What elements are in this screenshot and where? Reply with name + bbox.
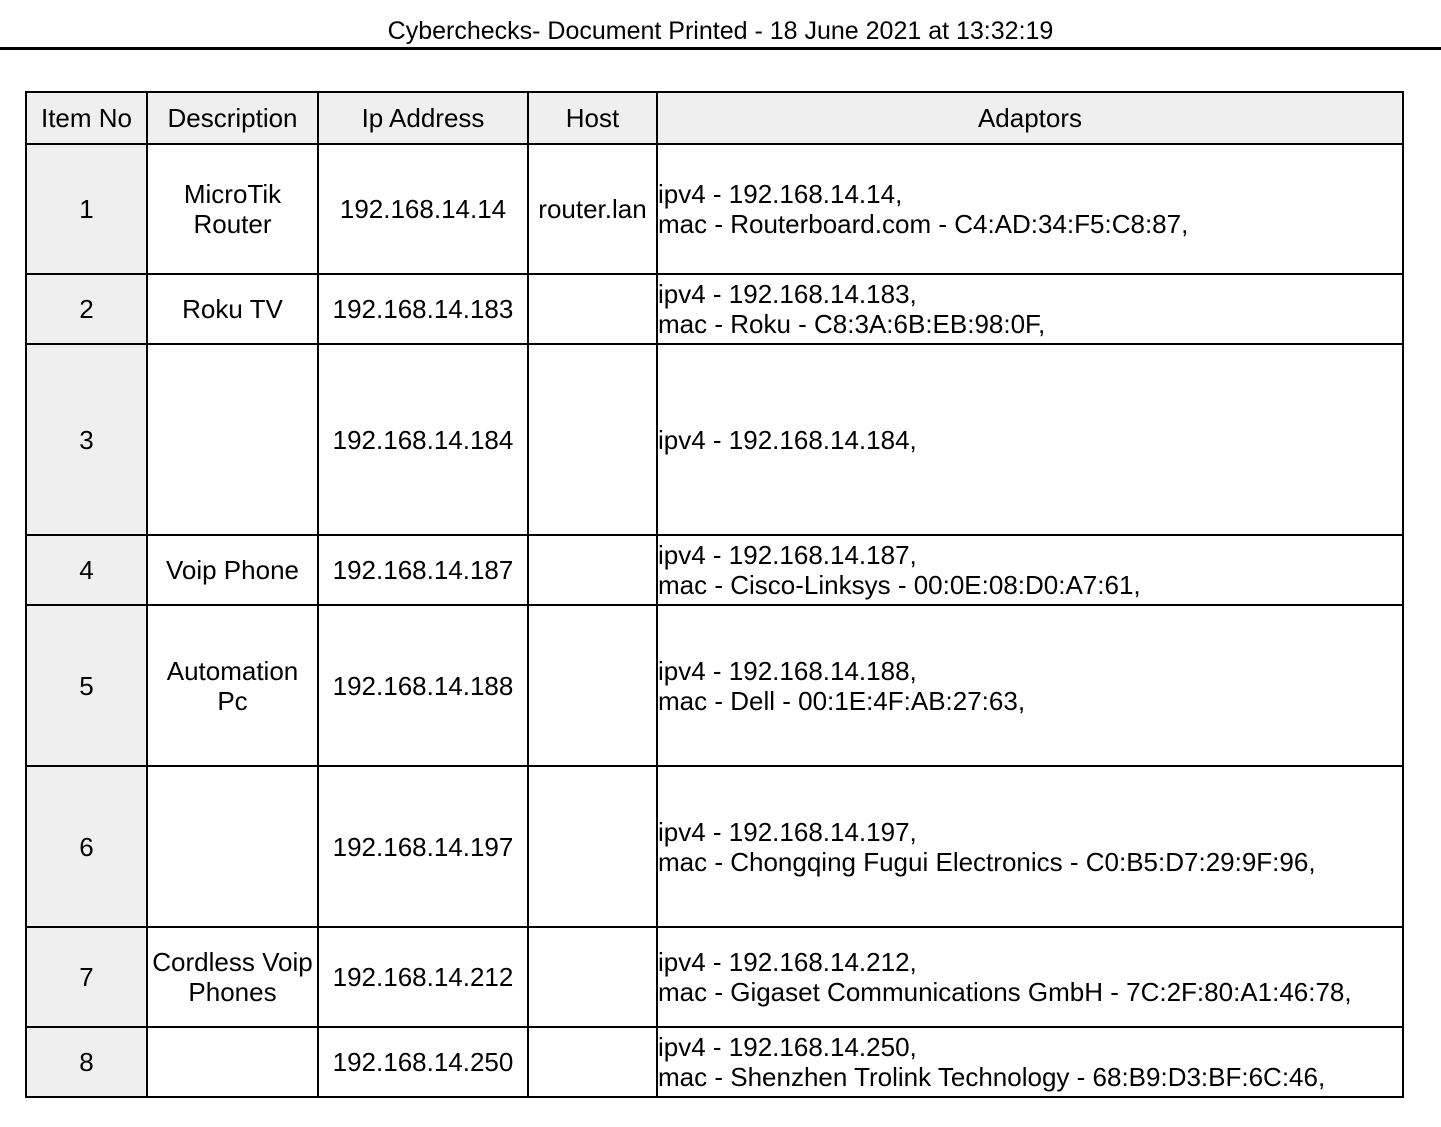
table-header-row [26,92,1403,144]
cell-ip-address-text: 192.168.14.187 [332,555,514,585]
cell-description [147,144,318,274]
cell-host-text: router.lan [538,194,647,224]
cell-description [147,344,318,535]
cell-ip-address [318,144,528,274]
cell-item-no [26,274,147,344]
adaptor-line: mac - Roku - C8:3A:6B:EB:98:0F, [658,309,1046,339]
cell-description-text: Cordless Voip Phones [152,947,313,1007]
document-header [0,0,1441,50]
cell-description [147,927,318,1027]
cell-ip-address-text: 192.168.14.188 [332,670,514,701]
cell-ip-address-text: 192.168.14.212 [332,962,514,992]
table-row [26,1027,1403,1097]
cell-ip-address-text: 192.168.14.14 [339,194,507,224]
cell-item-no-text: 2 [79,294,94,324]
cell-adaptors [657,1027,1403,1097]
cell-description [147,535,318,605]
cell-item-no [26,1027,147,1097]
adaptor-line: mac - Cisco-Linksys - 00:0E:08:D0:A7:61, [658,570,1141,600]
document-title: Cyberchecks- Document Printed - 18 June 2021 at 13:32:19 [387,17,1054,45]
adaptor-line: ipv4 - 192.168.14.183, [658,279,917,309]
cell-item-no [26,927,147,1027]
cell-ip-address [318,766,528,927]
cell-description-text: MicroTik Router [183,179,282,239]
adaptor-line: mac - Chongqing Fugui Electronics - C0:B5:D7:29:9F:96, [658,846,1316,877]
adaptor-line: ipv4 - 192.168.14.212, [658,947,917,977]
header-item-no: Item No [26,92,147,144]
table-row [26,605,1403,766]
cell-item-no-text: 1 [79,194,94,224]
adaptor-line: ipv4 - 192.168.14.187, [658,540,917,570]
cell-item-no-text: 3 [79,424,94,455]
header-ip-address: Ip Address [318,92,528,144]
header-host: Host [528,92,657,144]
cell-description-text: Roku TV [182,294,283,324]
cell-description-text: Automation Pc [166,655,299,716]
table-row [26,535,1403,605]
cell-adaptors [657,274,1403,344]
cell-host [528,766,657,927]
adaptor-line: ipv4 - 192.168.14.188, [658,655,917,686]
cell-ip-address [318,274,528,344]
cell-description [147,605,318,766]
cell-item-no [26,344,147,535]
cell-adaptors [657,144,1403,274]
cell-item-no [26,144,147,274]
table-row [26,927,1403,1027]
cell-description [147,1027,318,1097]
cell-host [528,274,657,344]
header-adaptors: Adaptors [657,92,1403,144]
cell-item-no [26,535,147,605]
cell-ip-address [318,344,528,535]
cell-item-no-text: 8 [79,1047,94,1077]
cell-item-no-text: 5 [79,670,94,701]
cell-ip-address [318,535,528,605]
cell-description [147,274,318,344]
adaptor-line: mac - Dell - 00:1E:4F:AB:27:63, [658,685,1026,716]
cell-adaptors [657,605,1403,766]
adaptor-line: ipv4 - 192.168.14.184, [658,424,917,455]
cell-ip-address-text: 192.168.14.183 [332,294,514,324]
adaptor-line: ipv4 - 192.168.14.250, [658,1032,917,1062]
adaptor-line: mac - Routerboard.com - C4:AD:34:F5:C8:87, [658,209,1189,239]
cell-ip-address [318,927,528,1027]
cell-host [528,344,657,535]
table-row [26,344,1403,535]
cell-item-no-text: 7 [79,962,94,992]
adaptor-line: mac - Gigaset Communications GmbH - 7C:2F:80:A1:46:78, [658,977,1352,1007]
cell-ip-address-text: 192.168.14.197 [332,831,514,862]
cell-description [147,766,318,927]
cell-ip-address [318,605,528,766]
cell-host [528,605,657,766]
cell-adaptors [657,766,1403,927]
cell-item-no-text: 4 [79,555,94,585]
cell-host [528,1027,657,1097]
cell-ip-address [318,1027,528,1097]
cell-description-text: Voip Phone [165,555,299,585]
cell-host [528,927,657,1027]
table-row [26,766,1403,927]
table-row [26,144,1403,274]
cell-adaptors [657,927,1403,1027]
cell-host [528,535,657,605]
adaptor-line: mac - Shenzhen Trolink Technology - 68:B9:D3:BF:6C:46, [658,1062,1326,1092]
adaptor-line: ipv4 - 192.168.14.14, [658,179,903,209]
table-body [26,144,1403,1097]
adaptor-line: ipv4 - 192.168.14.197, [658,816,917,847]
cell-adaptors [657,535,1403,605]
cell-item-no [26,605,147,766]
cell-host [528,144,657,274]
header-description: Description [147,92,318,144]
cell-ip-address-text: 192.168.14.184 [332,424,514,455]
cell-adaptors [657,344,1403,535]
device-table [25,91,1404,1098]
cell-ip-address-text: 192.168.14.250 [332,1047,514,1077]
cell-item-no-text: 6 [79,831,94,862]
cell-item-no [26,766,147,927]
table-row [26,274,1403,344]
